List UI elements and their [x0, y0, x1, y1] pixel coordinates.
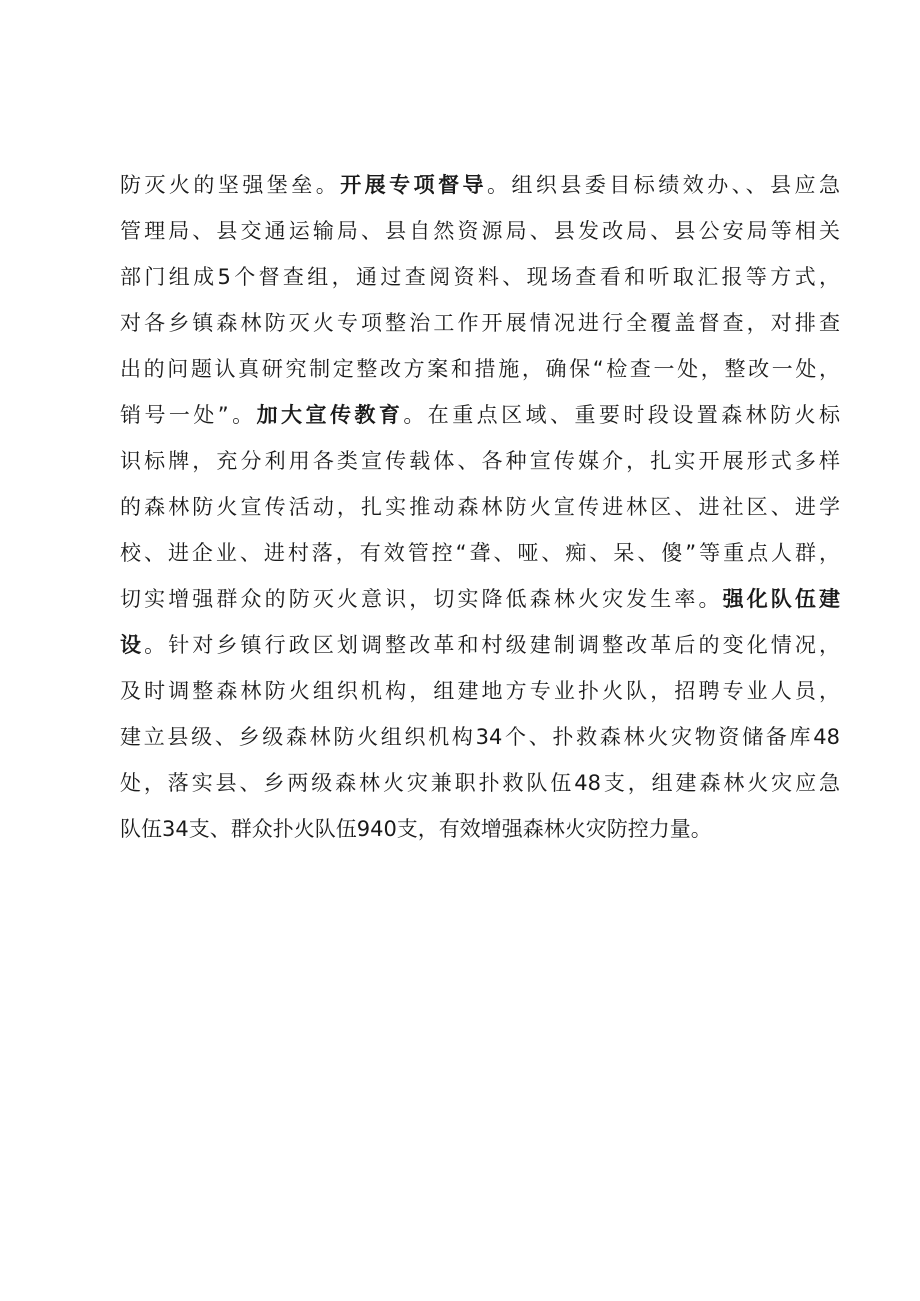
section-heading-team-building: 强化队伍建 — [722, 587, 841, 611]
text-line: 部门组成5个督查组，通过查阅资料、现场查看和听取汇报等方式， — [120, 265, 840, 289]
text-line: 识标牌，充分利用各类宣传载体、各种宣传媒介，扎实开展形式多样 — [120, 449, 840, 473]
text-line: 防灭火的坚强堡垒。开展专项督导。组织县委目标绩效办、、县应急 — [120, 173, 841, 197]
section-heading-team-building-end: 设 — [120, 633, 145, 657]
text-line: 的森林防火宣传活动，扎实推动森林防火宣传进林区、进社区、进学 — [120, 495, 840, 519]
text-line: 切实增强群众的防灭火意识，切实降低森林火灾发生率。强化队伍建 — [120, 587, 841, 611]
text-line: 建立县级、乡级森林防火组织机构34个、扑救森林火灾物资储备库48 — [120, 725, 840, 749]
section-heading-publicity: 加大宣传教育 — [256, 403, 404, 427]
text-line: 对各乡镇森林防灭火专项整治工作开展情况进行全覆盖督查，对排查 — [120, 311, 840, 335]
text-line: 销号一处”。加大宣传教育。在重点区域、重要时段设置森林防火标 — [120, 403, 840, 427]
section-heading-supervision: 开展专项督导 — [340, 173, 487, 197]
text-line: 及时调整森林防火组织机构，组建地方专业扑火队，招聘专业人员， — [120, 679, 840, 703]
text-line: 设。针对乡镇行政区划调整改革和村级建制调整改革后的变化情况， — [120, 633, 841, 657]
text-line: 处，落实县、乡两级森林火灾兼职扑救队伍48支，组建森林火灾应急 — [120, 771, 840, 795]
body-paragraph — [120, 162, 840, 852]
text-line: 队伍34支、群众扑火队伍940支，有效增强森林火灾防控力量。 — [120, 817, 712, 841]
text-line: 校、进企业、进村落，有效管控“聋、哑、痴、呆、傻”等重点人群， — [120, 541, 840, 565]
text-line: 管理局、县交通运输局、县自然资源局、县发改局、县公安局等相关 — [120, 219, 840, 243]
text-line: 出的问题认真研究制定整改方案和措施，确保“检查一处，整改一处， — [120, 357, 840, 381]
